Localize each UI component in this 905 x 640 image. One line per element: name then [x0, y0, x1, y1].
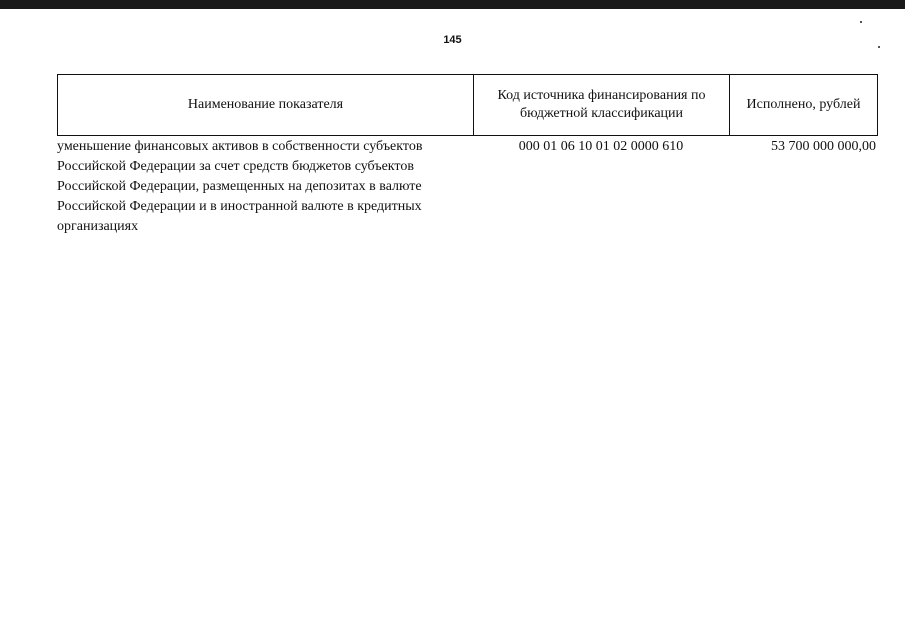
header-source-code: Код источника финансирования по бюджетной классификации — [474, 75, 730, 135]
scan-speck — [860, 21, 862, 23]
scan-top-border — [0, 0, 905, 9]
table-row — [57, 137, 878, 237]
header-executed-amount: Исполнено, рублей — [746, 97, 861, 112]
header-indicator-name: Наименование показателя — [58, 75, 474, 135]
row-executed-amount: 53 700 000 000,00 — [771, 139, 876, 154]
scan-speck — [878, 46, 880, 48]
page-number: 145 — [443, 34, 462, 46]
row-source-code: 000 01 06 10 01 02 0000 610 — [518, 139, 684, 154]
row-indicator-name: уменьшение финансовых активов в собственности субъектов Российской Федерации за счет средств бюджетов субъектов Российской Федерации, размещенных на депозитах в валюте Российской Федерации и в иностранной валюте в кредитных организациях — [57, 139, 423, 234]
table-header — [57, 74, 878, 136]
